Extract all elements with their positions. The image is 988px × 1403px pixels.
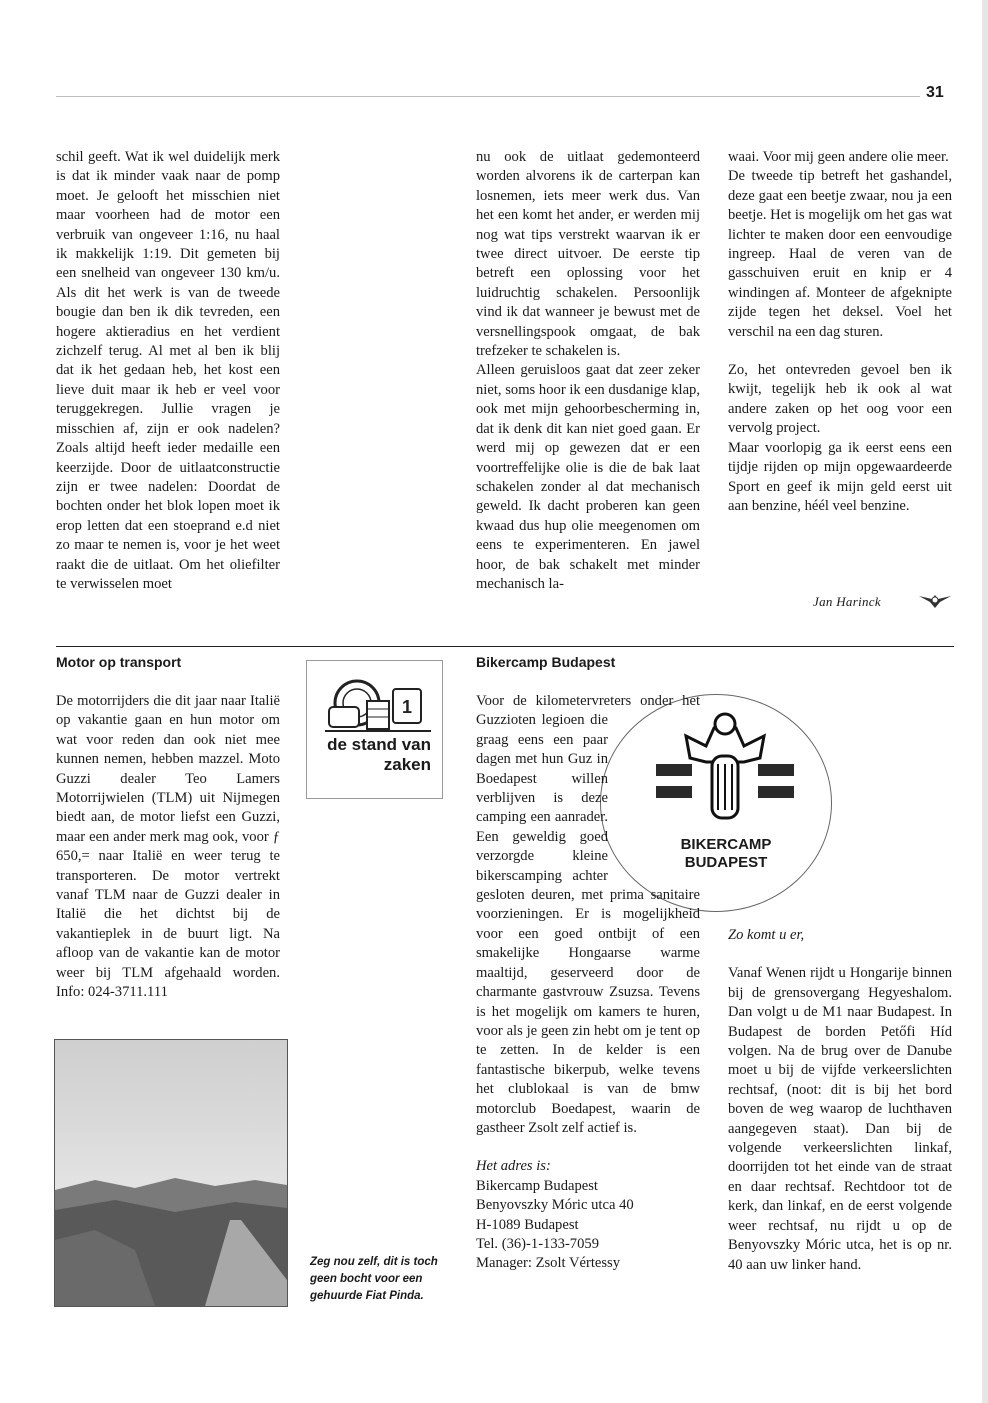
address-line: Manager: Zsolt Vértessy (476, 1255, 621, 1272)
page-edge (982, 0, 988, 1403)
article-paragraph: Alleen geruisloos gaat dat zeer zeker niet, soms hoor ik een dusdanige klap, ook met mijn gehoorbescherming in, dat ik denk dit kan niet goed gaan. Er werd mij op gewezen dat er een voortreffelijke olie is die de bak laat schakelen zonder al dat mechanisch geweld. Ik dacht proberen kan geen kwaad dus hup olie meegenomen om eens te experimenteren. En jawel hoor, de bak schakelt met minder mechanisch la- (476, 362, 700, 592)
paragraph-gap (728, 342, 952, 361)
paragraph-gap (728, 945, 952, 964)
address-line: Benyovszky Móric utca 40 (476, 1197, 634, 1214)
route-text: Vanaf Wenen rijdt u Hongarije binnen bij de grensovergang Hegyeshalom. Dan volgt u de M1 naar Budapest. In Budapest de borden Petőfi Híd volgen. Na de brug over de Danube moet u bij de vijfde verkeerslichten rechtsaf, (noot: dit is bij het bord boven de weg waarop de luchthaven aangegeven staat). Dan bij de volgende verkeerslichten linkaf, doorrijden tot het einde van de straat en daar rechtsaf. Rechtdoor tot de kerk, dan linkaf, en de eerst volgende weer rechtsaf, nu rijdt u op de Benyovszky Móric utca, het is op nr. 40 aan uw linker hand. (728, 965, 952, 1273)
toolbox-illustration-icon (323, 673, 433, 735)
article-column-1 (56, 148, 280, 594)
motor-transport-text: De motorrijders die dit jaar naar Italië op vakantie gaan en hun motor om wat voor reden dan ook niet mee kunnen nemen, hebben mazzel. Moto Guzzi dealer Teo Lamers Motorrijwielen (TLM) uit Nijmegen biedt aan, de motor liefst een Guzzi, maar een ander merk mag ook, voor ƒ 650,= naar Italië en weer terug te transporteren. De motor vertrekt vanaf TLM naar de Guzzi dealer in Italië die het dichtst bij de vakantieplek in de buurt ligt. Na afloop van de vakantie kan de motor weer bij TLM afgehaald worden. Info: 024-3711.111 (56, 693, 280, 1001)
stand-van-zaken-box (306, 660, 443, 799)
article-paragraph: waai. Voor mij geen andere olie meer. (728, 149, 949, 165)
address-line: H-1089 Budapest (476, 1216, 579, 1233)
article-paragraph: nu ook de uitlaat gedemonteerd worden alvorens ik de carterpan kan losnemen, iets meer werk dus. Van het een komt het ander, er werden mij nog wat tips verstrekt waarvan ik er twee direct uitvoer. De eerste tip betreft een oplossing voor het luidruchtig schakelen. Persoonlijk vind ik dat wanneer je bewust met de versnellingspook omgaat, de bak trefzeker te schakelen is. (476, 149, 700, 360)
motor-transport-body (56, 692, 280, 1003)
bikercamp-text: Voor de kilometervreters onder het Guzzioten legioen die graag eens een paar dagen met hun Guz in Boedapest willen verblijven is deze camping een aanrader. Een geweldig goed verzorgde kleine bikerscamping achter gesloten deuren, met prima sanitaire voorzieningen. Er is mogelijkheid voor een goed ontbijt of een smakelijke Hongaarse warme maaltijd, geserveerd door de charmante gastvrouw Zsuzsa. Tevens is het mogelijk om kamers te huren, voor als je geen zin hebt om je tent op te zetten. In de kelder is een fantastische bikerpub, welke tevens het clublokaal is van de bmw motorclub Boedapest, waarin de gastheer Zsolt zelf actief is. (476, 693, 700, 1136)
route-label: Zo komt u er, (728, 927, 805, 943)
bikercamp-body (476, 692, 700, 1274)
section-divider (56, 646, 954, 647)
article-column-2 (476, 148, 700, 594)
paragraph-gap (476, 1138, 700, 1157)
address-label: Het adres is: (476, 1158, 551, 1175)
header-rule (56, 96, 920, 97)
address-line: Bikercamp Budapest (476, 1177, 598, 1194)
article-paragraph: Maar voorlopig ga ik eerst eens een tijdje rijden op mijn opgewaardeerde Sport en geef ik mijn geld eerst uit aan benzine, héél veel benzine. (728, 439, 952, 514)
motor-transport-title: Motor op transport (56, 654, 182, 670)
stand-van-zaken-label: de stand van zaken (327, 735, 431, 774)
article-paragraph: schil geeft. Wat ik wel duidelijk merk is dat ik minder vaak naar de pomp moet. Je gelooft het misschien niet maar voorheen had de motor een verbruik van ongeveer 1:16, nu haal ik makkelijk 1:19. Dit gemeten bij een snelheid van ongeveer 130 km/u. Als dit het werk is van de tweede bougie dan ben ik dik tevreden, een hogere aktieradius en het verdient zichzelf terug. Al met al ben ik blij dat ik het gedaan heb, het kost een lieve duit maar ik heb er veel voor teruggekregen. Jullie vragen je misschien af, zijn er ook nadelen? Zoals altijd heeft ieder medaille een keerzijde. Door de uitlaatconstructie zijn er twee nadelen: Doordat de bochten onder het blok lopen moet ik erop letten dat een stoeprand e.d niet zo maar te nemen is, voor je het weet raakt die de uitlaat. Om het oliefilter te verwisselen moet (56, 149, 280, 592)
address-line: Tel. (36)-1-133-7059 (476, 1235, 599, 1252)
bikercamp-title: Bikercamp Budapest (476, 654, 616, 670)
photo-caption: Zeg nou zelf, dit is toch geen bocht voor een gehuurde Fiat Pinda. (310, 1256, 438, 1302)
byline: Jan Harinck (813, 594, 881, 609)
article-column-3 (728, 148, 952, 516)
article-paragraph: Zo, het ontevreden gevoel ben ik kwijt, tegelijk heb ik ook al wat andere zaken op het oog voor een vervolg project. (728, 362, 952, 437)
road-photo (54, 1039, 288, 1307)
landscape-image (55, 1040, 287, 1306)
page-number: 31 (926, 84, 944, 101)
route-column (728, 926, 952, 1275)
logo-wrap-space (608, 692, 704, 906)
bikercamp-logo-label: BIKERCAMP BUDAPEST (680, 836, 772, 871)
article-paragraph: De tweede tip betreft het gashandel, deze gaat een beetje zwaar, nou ja een beetje. Het is mogelijk om het gas wat lichter te maken door een eenvoudige ingreep. Haal de veren van de gasschuiven eruit en knip er 4 windingen af. Monteer de afgeknipte zijde tegen het deksel. Voel het verschil na een dag sturen. (728, 168, 952, 340)
guzzi-eagle-icon (918, 590, 952, 610)
svg-text:1: 1 (401, 697, 413, 717)
